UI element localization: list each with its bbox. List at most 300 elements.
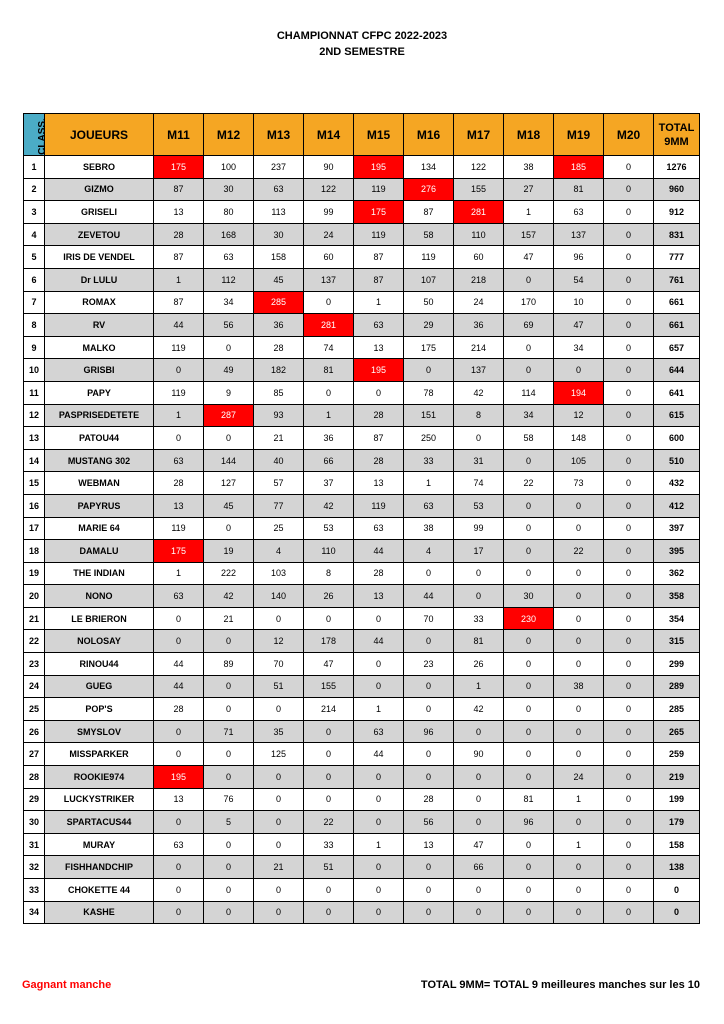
score-cell: 63	[354, 314, 404, 337]
score-cell: 13	[404, 833, 454, 856]
round-header: M15	[354, 114, 404, 156]
score-cell: 0	[504, 494, 554, 517]
score-cell: 0	[604, 788, 654, 811]
player-name: ZEVETOU	[45, 223, 154, 246]
score-cell: 195	[354, 156, 404, 179]
score-cell: 0	[604, 336, 654, 359]
score-cell: 1	[354, 833, 404, 856]
player-name: PATOU44	[45, 427, 154, 450]
score-cell: 34	[504, 404, 554, 427]
score-cell: 0	[304, 720, 354, 743]
score-cell: 0	[154, 720, 204, 743]
score-cell: 96	[554, 246, 604, 269]
score-cell: 0	[554, 743, 604, 766]
score-cell: 0	[454, 788, 504, 811]
score-cell: 0	[154, 630, 204, 653]
score-cell: 185	[554, 156, 604, 179]
score-cell: 100	[204, 156, 254, 179]
table-row	[24, 381, 700, 404]
score-cell: 0	[354, 856, 404, 879]
player-name: GUEG	[45, 675, 154, 698]
score-cell: 71	[204, 720, 254, 743]
score-cell: 0	[154, 607, 204, 630]
score-cell: 158	[254, 246, 304, 269]
score-cell: 66	[304, 449, 354, 472]
score-cell: 119	[354, 223, 404, 246]
player-name: RINOU44	[45, 653, 154, 676]
score-cell: 47	[304, 653, 354, 676]
rank-cell: 19	[24, 562, 45, 585]
score-cell: 0	[154, 811, 204, 834]
score-cell: 56	[404, 811, 454, 834]
total-cell: 661	[654, 291, 700, 314]
rank-cell: 29	[24, 788, 45, 811]
score-cell: 30	[504, 585, 554, 608]
score-cell: 0	[554, 607, 604, 630]
total-cell: 960	[654, 178, 700, 201]
score-cell: 0	[604, 653, 654, 676]
rank-cell: 6	[24, 268, 45, 291]
score-cell: 36	[454, 314, 504, 337]
score-cell: 47	[504, 246, 554, 269]
table-row	[24, 630, 700, 653]
score-cell: 53	[304, 517, 354, 540]
score-cell: 0	[204, 336, 254, 359]
total-cell: 299	[654, 653, 700, 676]
score-cell: 42	[454, 381, 504, 404]
score-cell: 0	[404, 879, 454, 902]
score-cell: 4	[404, 540, 454, 563]
score-cell: 76	[204, 788, 254, 811]
total-cell: 315	[654, 630, 700, 653]
score-cell: 155	[454, 178, 504, 201]
rank-cell: 9	[24, 336, 45, 359]
score-cell: 0	[504, 833, 554, 856]
score-cell: 0	[604, 562, 654, 585]
document-subtitle: 2ND SEMESTRE	[319, 46, 405, 58]
table-row	[24, 336, 700, 359]
score-cell: 44	[404, 585, 454, 608]
score-cell: 80	[204, 201, 254, 224]
ranking-table	[23, 113, 700, 924]
score-cell: 0	[604, 607, 654, 630]
score-cell: 0	[354, 607, 404, 630]
total-cell: 362	[654, 562, 700, 585]
score-cell: 0	[454, 766, 504, 789]
score-cell: 58	[504, 427, 554, 450]
score-cell: 103	[254, 562, 304, 585]
total-cell: 358	[654, 585, 700, 608]
score-cell: 250	[404, 427, 454, 450]
score-cell: 0	[554, 720, 604, 743]
score-cell: 63	[404, 494, 454, 517]
player-name: ROMAX	[45, 291, 154, 314]
total-cell: 265	[654, 720, 700, 743]
rank-cell: 20	[24, 585, 45, 608]
score-cell: 5	[204, 811, 254, 834]
score-cell: 63	[154, 449, 204, 472]
rank-cell: 26	[24, 720, 45, 743]
round-header: M18	[504, 114, 554, 156]
rank-cell: 11	[24, 381, 45, 404]
score-cell: 119	[354, 178, 404, 201]
score-cell: 77	[254, 494, 304, 517]
score-cell: 119	[354, 494, 404, 517]
score-cell: 0	[204, 630, 254, 653]
score-cell: 0	[354, 879, 404, 902]
score-cell: 56	[204, 314, 254, 337]
score-cell: 63	[204, 246, 254, 269]
score-cell: 96	[504, 811, 554, 834]
score-cell: 0	[554, 630, 604, 653]
score-cell: 112	[204, 268, 254, 291]
score-cell: 0	[554, 856, 604, 879]
winner-legend: Gagnant manche	[22, 979, 112, 991]
score-cell: 0	[604, 291, 654, 314]
score-cell: 9	[204, 381, 254, 404]
score-cell: 38	[404, 517, 454, 540]
score-cell: 45	[204, 494, 254, 517]
score-cell: 0	[604, 201, 654, 224]
score-cell: 0	[504, 336, 554, 359]
score-cell: 0	[204, 856, 254, 879]
score-cell: 0	[604, 223, 654, 246]
score-cell: 54	[554, 268, 604, 291]
rank-cell: 2	[24, 178, 45, 201]
score-cell: 0	[204, 698, 254, 721]
score-cell: 0	[354, 901, 404, 924]
table-row	[24, 201, 700, 224]
score-cell: 0	[604, 246, 654, 269]
score-cell: 0	[604, 359, 654, 382]
score-cell: 53	[454, 494, 504, 517]
score-cell: 24	[554, 766, 604, 789]
table-row	[24, 540, 700, 563]
score-cell: 44	[154, 675, 204, 698]
score-cell: 42	[304, 494, 354, 517]
score-cell: 81	[554, 178, 604, 201]
score-cell: 0	[504, 562, 554, 585]
rank-cell: 31	[24, 833, 45, 856]
table-row	[24, 472, 700, 495]
score-cell: 42	[204, 585, 254, 608]
score-cell: 195	[354, 359, 404, 382]
score-cell: 87	[354, 427, 404, 450]
score-cell: 144	[204, 449, 254, 472]
score-cell: 44	[354, 630, 404, 653]
rank-cell: 14	[24, 449, 45, 472]
table-row	[24, 223, 700, 246]
table-row	[24, 879, 700, 902]
score-cell: 28	[404, 788, 454, 811]
rank-cell: 28	[24, 766, 45, 789]
score-cell: 12	[554, 404, 604, 427]
score-cell: 0	[504, 720, 554, 743]
rank-cell: 7	[24, 291, 45, 314]
score-cell: 0	[404, 562, 454, 585]
total-cell: 432	[654, 472, 700, 495]
score-cell: 23	[404, 653, 454, 676]
score-cell: 0	[404, 630, 454, 653]
score-cell: 36	[304, 427, 354, 450]
score-cell: 21	[254, 856, 304, 879]
total-cell: 0	[654, 901, 700, 924]
score-cell: 0	[304, 607, 354, 630]
score-cell: 0	[254, 901, 304, 924]
score-cell: 0	[554, 562, 604, 585]
score-cell: 0	[354, 381, 404, 404]
score-cell: 175	[404, 336, 454, 359]
score-cell: 0	[504, 856, 554, 879]
score-cell: 44	[354, 540, 404, 563]
score-cell: 25	[254, 517, 304, 540]
score-cell: 110	[304, 540, 354, 563]
score-cell: 1	[404, 472, 454, 495]
score-cell: 63	[554, 201, 604, 224]
score-cell: 0	[604, 743, 654, 766]
player-name: LE BRIERON	[45, 607, 154, 630]
rank-cell: 23	[24, 653, 45, 676]
score-cell: 0	[554, 653, 604, 676]
score-cell: 105	[554, 449, 604, 472]
score-cell: 81	[304, 359, 354, 382]
score-cell: 63	[154, 833, 204, 856]
score-cell: 90	[454, 743, 504, 766]
table-header-row	[24, 114, 700, 156]
score-cell: 30	[254, 223, 304, 246]
score-cell: 33	[404, 449, 454, 472]
score-cell: 1	[504, 201, 554, 224]
score-cell: 0	[254, 766, 304, 789]
rank-cell: 1	[24, 156, 45, 179]
score-cell: 0	[604, 314, 654, 337]
score-cell: 96	[404, 720, 454, 743]
score-cell: 0	[254, 788, 304, 811]
score-cell: 21	[204, 607, 254, 630]
score-cell: 0	[504, 698, 554, 721]
score-cell: 0	[354, 766, 404, 789]
score-cell: 81	[504, 788, 554, 811]
score-cell: 119	[154, 381, 204, 404]
score-cell: 230	[504, 607, 554, 630]
rank-cell: 34	[24, 901, 45, 924]
table-row	[24, 314, 700, 337]
total-cell: 179	[654, 811, 700, 834]
table-row	[24, 788, 700, 811]
score-cell: 113	[254, 201, 304, 224]
player-name: MALKO	[45, 336, 154, 359]
score-cell: 222	[204, 562, 254, 585]
score-cell: 214	[304, 698, 354, 721]
score-cell: 0	[404, 766, 454, 789]
score-cell: 60	[454, 246, 504, 269]
total-note: TOTAL 9MM= TOTAL 9 meilleures manches sur les 10	[420, 979, 700, 991]
score-cell: 13	[354, 585, 404, 608]
score-cell: 0	[404, 743, 454, 766]
score-cell: 0	[204, 766, 254, 789]
score-cell: 0	[504, 268, 554, 291]
rank-cell: 22	[24, 630, 45, 653]
score-cell: 127	[204, 472, 254, 495]
score-cell: 0	[604, 381, 654, 404]
score-cell: 0	[504, 743, 554, 766]
score-cell: 119	[154, 336, 204, 359]
score-cell: 0	[204, 675, 254, 698]
score-cell: 33	[454, 607, 504, 630]
score-cell: 0	[304, 901, 354, 924]
table-row	[24, 178, 700, 201]
score-cell: 0	[604, 178, 654, 201]
score-cell: 1	[554, 788, 604, 811]
score-cell: 0	[254, 833, 304, 856]
score-cell: 28	[154, 698, 204, 721]
score-cell: 70	[404, 607, 454, 630]
total-cell: 158	[654, 833, 700, 856]
score-cell: 287	[204, 404, 254, 427]
round-header: M13	[254, 114, 304, 156]
score-cell: 178	[304, 630, 354, 653]
score-cell: 0	[604, 901, 654, 924]
score-cell: 78	[404, 381, 454, 404]
table-row	[24, 856, 700, 879]
player-name: GRISBI	[45, 359, 154, 382]
score-cell: 87	[354, 246, 404, 269]
total-cell: 641	[654, 381, 700, 404]
total-header: TOTAL 9MM	[654, 114, 700, 156]
score-cell: 0	[404, 675, 454, 698]
score-cell: 0	[154, 359, 204, 382]
score-cell: 0	[604, 766, 654, 789]
score-cell: 214	[454, 336, 504, 359]
document-title: CHAMPIONNAT CFPC 2022-2023	[276, 30, 448, 42]
total-cell: 199	[654, 788, 700, 811]
score-cell: 13	[154, 788, 204, 811]
score-cell: 0	[604, 517, 654, 540]
total-cell: 0	[654, 879, 700, 902]
score-cell: 87	[354, 268, 404, 291]
score-cell: 58	[404, 223, 454, 246]
score-cell: 0	[354, 675, 404, 698]
total-cell: 661	[654, 314, 700, 337]
score-cell: 148	[554, 427, 604, 450]
score-cell: 134	[404, 156, 454, 179]
table-row	[24, 698, 700, 721]
score-cell: 22	[504, 472, 554, 495]
score-cell: 137	[554, 223, 604, 246]
score-cell: 0	[454, 811, 504, 834]
score-cell: 12	[254, 630, 304, 653]
player-name: NONO	[45, 585, 154, 608]
score-cell: 0	[404, 359, 454, 382]
total-cell: 761	[654, 268, 700, 291]
score-cell: 0	[354, 811, 404, 834]
score-cell: 140	[254, 585, 304, 608]
score-cell: 0	[604, 675, 654, 698]
score-cell: 281	[304, 314, 354, 337]
total-cell: 395	[654, 540, 700, 563]
player-name: GIZMO	[45, 178, 154, 201]
score-cell: 51	[304, 856, 354, 879]
score-cell: 0	[154, 856, 204, 879]
score-cell: 285	[254, 291, 304, 314]
player-name: PAPYRUS	[45, 494, 154, 517]
table-row	[24, 427, 700, 450]
player-name: PASPRISEDETETE	[45, 404, 154, 427]
score-cell: 0	[554, 811, 604, 834]
total-cell: 600	[654, 427, 700, 450]
score-cell: 28	[354, 404, 404, 427]
score-cell: 1	[454, 675, 504, 698]
score-cell: 60	[304, 246, 354, 269]
score-cell: 125	[254, 743, 304, 766]
score-cell: 87	[154, 178, 204, 201]
score-cell: 0	[404, 901, 454, 924]
score-cell: 0	[304, 879, 354, 902]
score-cell: 0	[154, 427, 204, 450]
player-name: SPARTACUS44	[45, 811, 154, 834]
score-cell: 0	[604, 856, 654, 879]
score-cell: 1	[554, 833, 604, 856]
score-cell: 0	[204, 427, 254, 450]
score-cell: 50	[404, 291, 454, 314]
score-cell: 74	[304, 336, 354, 359]
score-cell: 0	[504, 766, 554, 789]
score-cell: 281	[454, 201, 504, 224]
player-name: Dr LULU	[45, 268, 154, 291]
score-cell: 0	[554, 359, 604, 382]
round-header: M20	[604, 114, 654, 156]
score-cell: 17	[454, 540, 504, 563]
score-cell: 137	[304, 268, 354, 291]
score-cell: 0	[254, 698, 304, 721]
score-cell: 28	[254, 336, 304, 359]
score-cell: 0	[454, 720, 504, 743]
score-cell: 0	[504, 540, 554, 563]
score-cell: 119	[154, 517, 204, 540]
rank-cell: 3	[24, 201, 45, 224]
score-cell: 26	[454, 653, 504, 676]
table-row	[24, 766, 700, 789]
score-cell: 0	[604, 268, 654, 291]
score-cell: 89	[204, 653, 254, 676]
rank-cell: 33	[24, 879, 45, 902]
score-cell: 1	[154, 404, 204, 427]
score-cell: 0	[604, 833, 654, 856]
score-cell: 0	[304, 766, 354, 789]
score-cell: 0	[604, 449, 654, 472]
player-name: LUCKYSTRIKER	[45, 788, 154, 811]
score-cell: 0	[204, 743, 254, 766]
total-cell: 831	[654, 223, 700, 246]
round-header: M14	[304, 114, 354, 156]
score-cell: 87	[404, 201, 454, 224]
score-cell: 93	[254, 404, 304, 427]
score-cell: 122	[304, 178, 354, 201]
rank-cell: 16	[24, 494, 45, 517]
score-cell: 0	[504, 359, 554, 382]
score-cell: 0	[604, 811, 654, 834]
score-cell: 168	[204, 223, 254, 246]
round-header: M19	[554, 114, 604, 156]
score-cell: 33	[304, 833, 354, 856]
total-cell: 510	[654, 449, 700, 472]
round-header: M16	[404, 114, 454, 156]
score-cell: 0	[154, 879, 204, 902]
player-name: WEBMAN	[45, 472, 154, 495]
players-header: JOUEURS	[45, 114, 154, 156]
score-cell: 63	[254, 178, 304, 201]
player-name: MISSPARKER	[45, 743, 154, 766]
